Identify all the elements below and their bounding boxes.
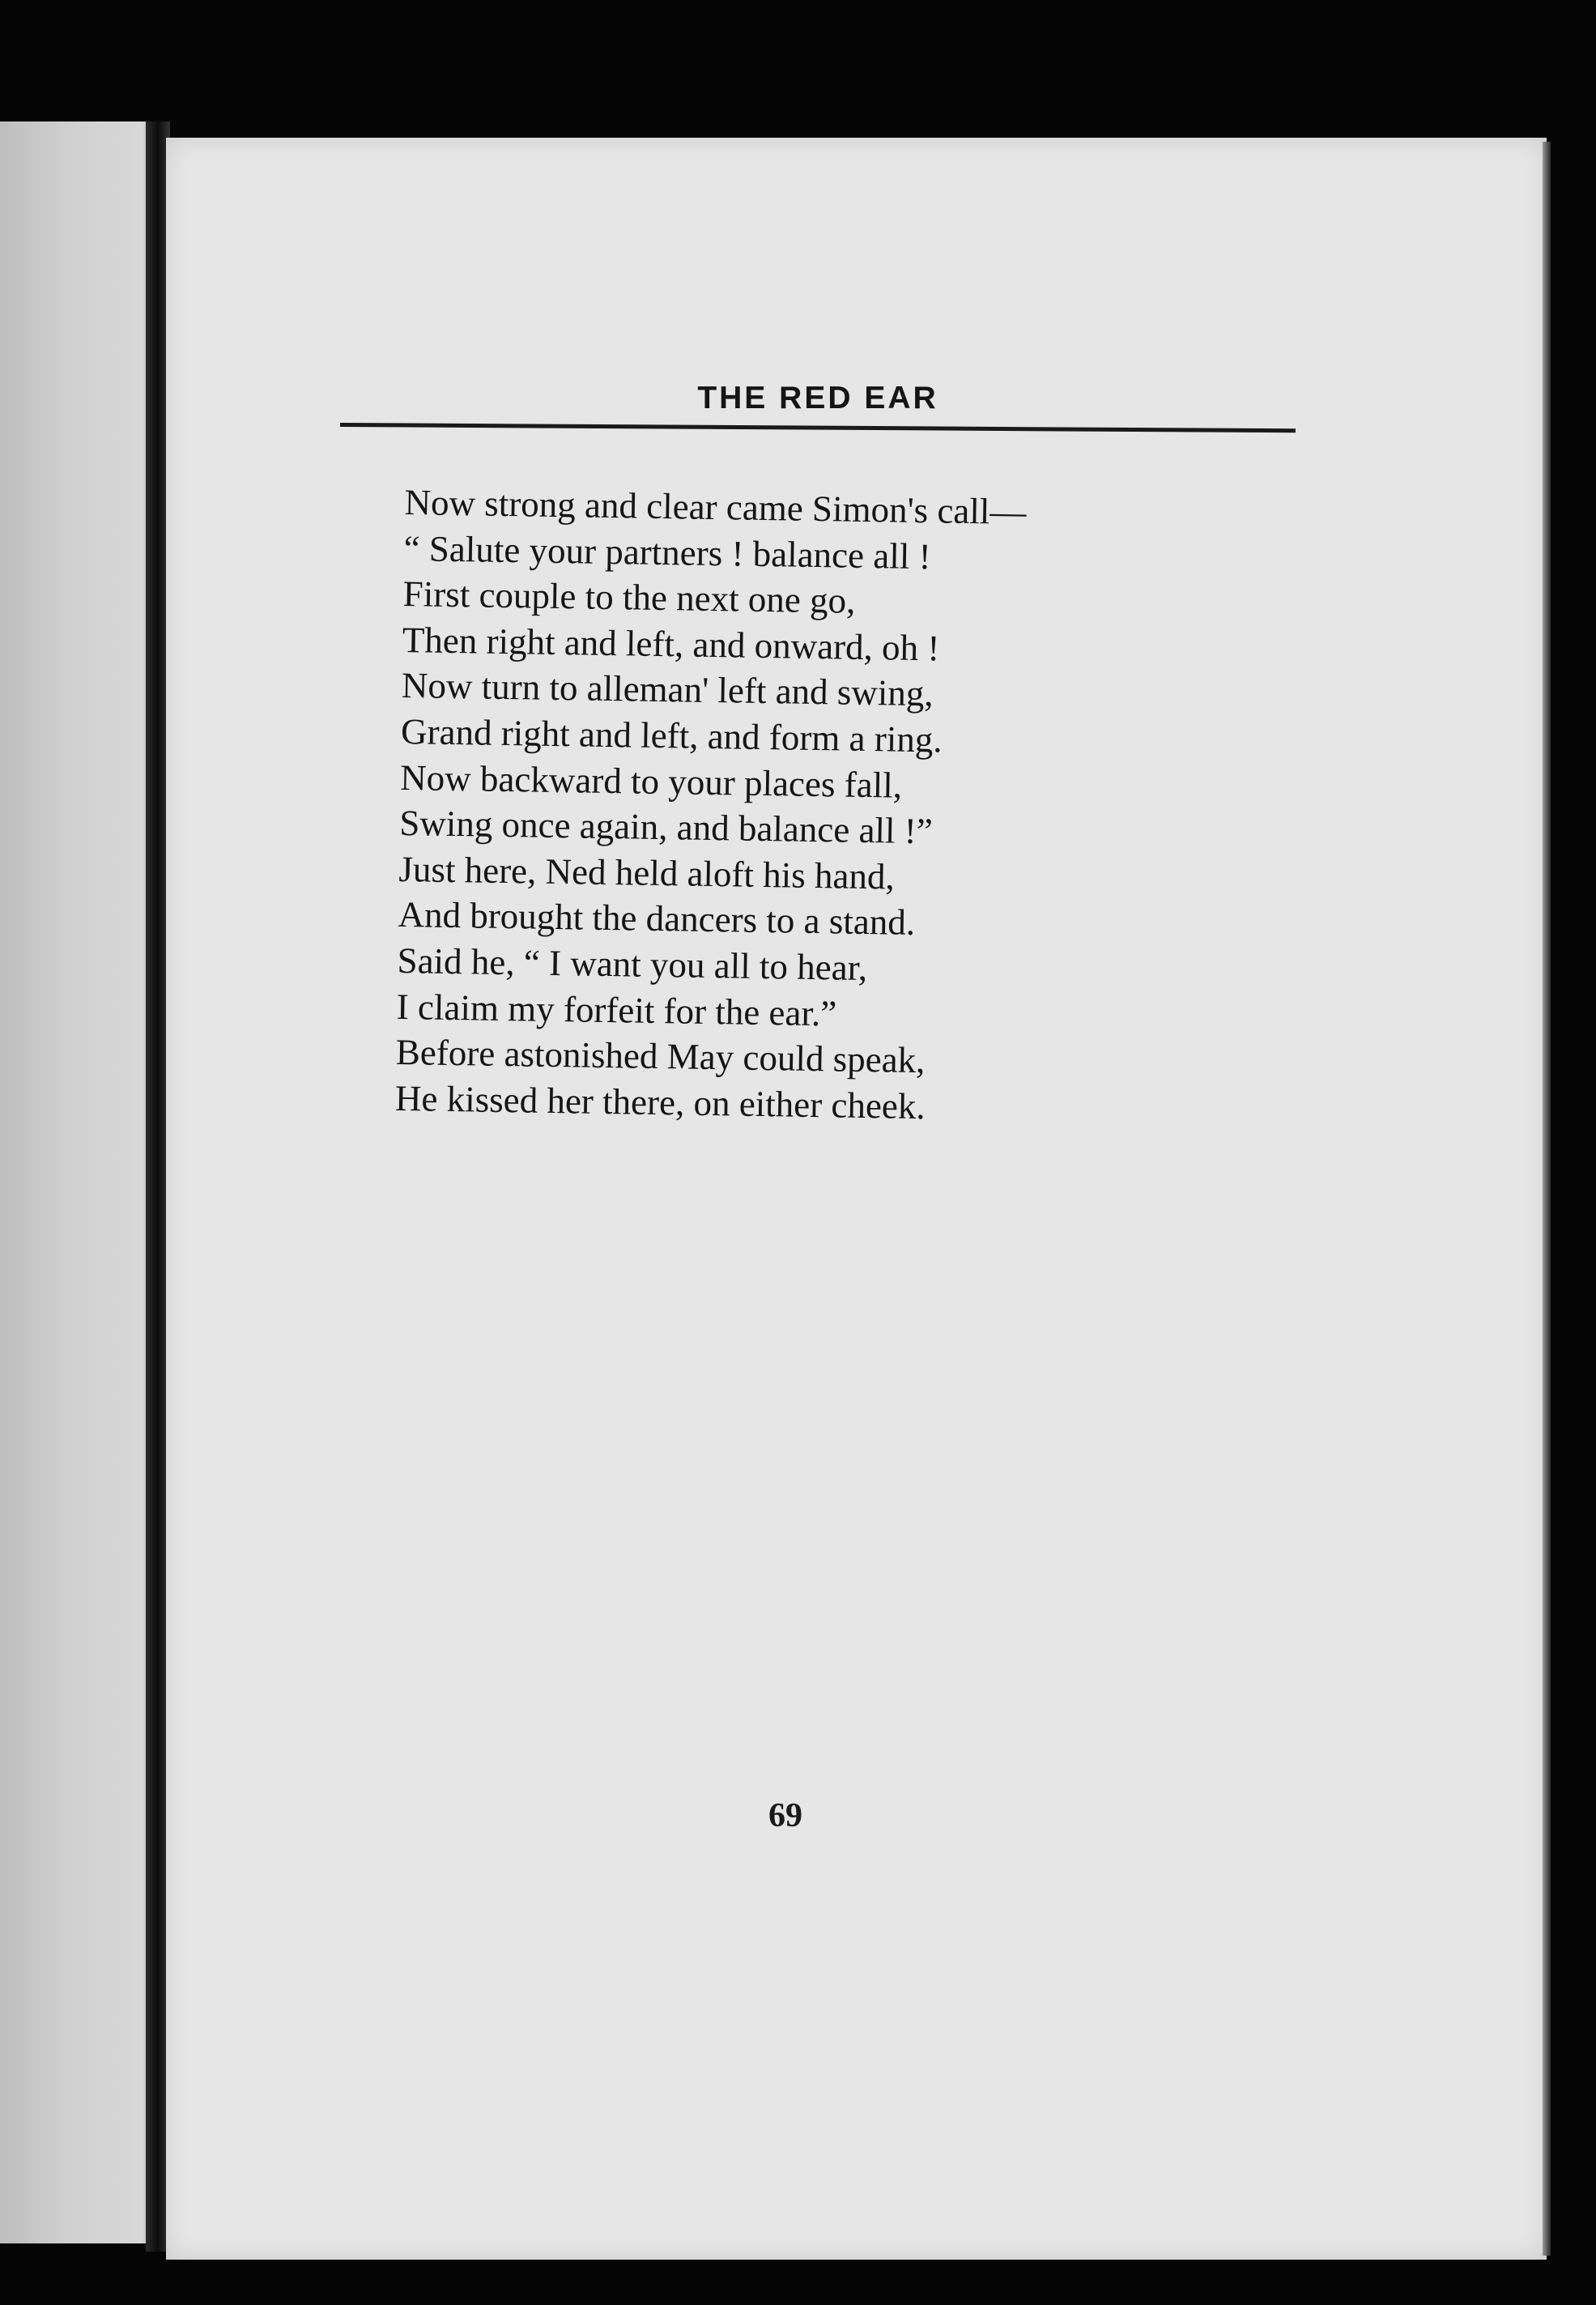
poem-line: Before astonished May could speak, bbox=[395, 1032, 926, 1081]
poem-line: He kissed her there, on either cheek. bbox=[394, 1077, 926, 1127]
page-number: 69 bbox=[768, 1797, 802, 1834]
poem-line: Swing once again, and balance all !” bbox=[398, 803, 934, 852]
poem-line: Now strong and clear came Simon's call— bbox=[404, 481, 1027, 533]
facing-page-edge bbox=[0, 121, 158, 2243]
page-edge-shadow bbox=[1543, 142, 1551, 2256]
poem-line: Now turn to alleman' left and swing, bbox=[401, 665, 934, 714]
poem-line: Then right and left, and onward, oh ! bbox=[402, 619, 940, 669]
poem-line: Just here, Ned held aloft his hand, bbox=[398, 848, 896, 897]
poem-line: Said he, “ I want you all to hear, bbox=[397, 939, 868, 988]
poem-line: Grand right and left, and form a ring. bbox=[400, 710, 943, 761]
poem-line: First couple to the next one go, bbox=[402, 573, 856, 621]
poem-line: And brought the dancers to a stand. bbox=[398, 894, 916, 944]
poem-line: “ Salute your partners ! balance all ! bbox=[403, 527, 931, 577]
poem-line: I claim my forfeit for the ear.” bbox=[396, 986, 837, 1033]
book-page bbox=[166, 138, 1547, 2260]
poem-line: Now backward to your places fall, bbox=[399, 756, 903, 806]
poem-text bbox=[395, 479, 1296, 1135]
running-title: THE RED EAR bbox=[697, 381, 938, 415]
